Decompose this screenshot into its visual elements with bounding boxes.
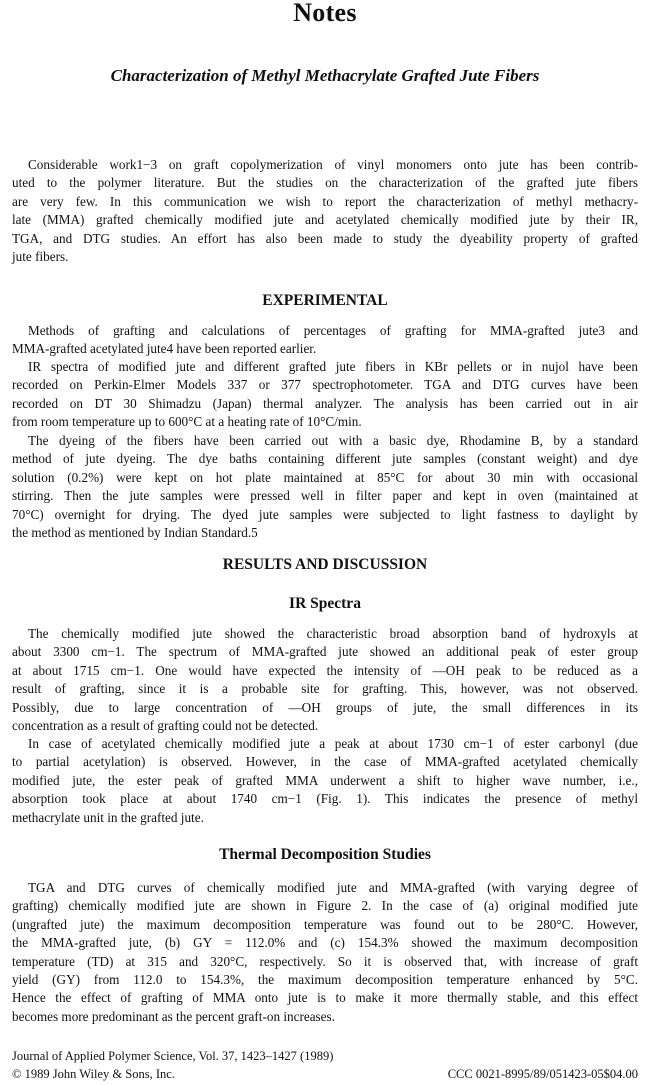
- text-line: late (MMA) grafted chemically modified jute and acetylated chemically modified jute by their IR,: [12, 212, 638, 228]
- text-line: about 3300 cm−1. The spectrum of MMA-grafted jute showed an additional peak of ester group: [12, 644, 638, 660]
- text-line: TGA, and DTG studies. An effort has also been made to study the dyeability property of grafted: [12, 230, 638, 246]
- experimental-paragraph-2: [12, 358, 638, 432]
- thermal-paragraph: [12, 879, 638, 1026]
- experimental-heading: EXPERIMENTAL: [262, 292, 388, 309]
- text-line: uted to the polymer literature. But the studies on the characterization of the grafted jute fibers: [12, 175, 638, 191]
- ir-paragraph-1: [12, 625, 638, 735]
- text-line: (ungrafted jute) the maximum decomposition temperature was found out to be 280°C. However,: [12, 916, 638, 932]
- section-title: Notes: [293, 0, 357, 27]
- article-title: Characterization of Methyl Methacrylate Grafted Jute Fibers: [110, 66, 540, 85]
- text-line: jute fibers.: [12, 249, 69, 265]
- text-line: The chemically modified jute showed the characteristic broad absorption band of hydroxyls at: [28, 626, 638, 641]
- text-line: IR spectra of modified jute and different grafted jute fibers in KBr pellets or in nujol have been: [28, 359, 638, 374]
- results-heading: RESULTS AND DISCUSSION: [222, 556, 428, 573]
- text-line: at about 1715 cm−1. One would have expected the intensity of —OH peak to be reduced as a: [12, 662, 638, 678]
- text-line: TGA and DTG curves of chemically modified jute and MMA-grafted (with varying degree of: [28, 880, 638, 895]
- copyright-notice: © 1989 John Wiley & Sons, Inc.: [12, 1067, 175, 1081]
- text-line: absorption took place at about 1740 cm−1 (Fig. 1). This indicates the presence of methyl: [12, 791, 638, 807]
- ir-paragraph-2: [12, 735, 638, 827]
- text-line: from room temperature up to 600°C at a heating rate of 10°C/min.: [12, 414, 362, 430]
- text-line: MMA-grafted acetylated jute4 have been reported earlier.: [12, 341, 317, 357]
- text-line: concentration as a result of grafting could not be detected.: [12, 718, 319, 734]
- text-line: methacrylate unit in the grafted jute.: [12, 809, 204, 825]
- text-line: the method as mentioned by Indian Standard.5: [12, 525, 258, 541]
- text-line: the MMA-grafted jute, (b) GY = 112.0% and (c) 154.3% showed the maximum decomposition: [12, 935, 638, 951]
- thermal-heading: Thermal Decomposition Studies: [219, 846, 431, 863]
- text-line: Considerable work1−3 on graft copolymerization of vinyl monomers onto jute has been contrib-: [28, 157, 638, 172]
- text-line: temperature (TD) at 315 and 320°C, respectively. So it is observed that, with increase of graft: [12, 953, 638, 969]
- experimental-paragraph-3: [12, 432, 638, 542]
- journal-citation: Journal of Applied Polymer Science, Vol. 37, 1423–1427 (1989): [12, 1049, 334, 1063]
- ccc-code: CCC 0021-8995/89/051423-05$04.00: [447, 1067, 638, 1081]
- text-line: solution (0.2%) were kept on hot plate maintained at 85°C for about 30 min with occasional: [12, 469, 638, 485]
- text-line: Possibly, due to large concentration of —OH groups of jute, the small differences in its: [12, 699, 638, 715]
- text-line: modified jute, the ester peak of grafted MMA underwent a shift to higher wave number, i.e.,: [12, 772, 638, 788]
- ir-spectra-heading: IR Spectra: [289, 595, 361, 612]
- text-line: stirring. Then the jute samples were pressed well in filter paper and kept in oven (maintained at: [12, 488, 638, 504]
- text-line: are very few. In this communication we wish to report the characterization of methyl methacry-: [12, 193, 638, 209]
- experimental-paragraph-1: [12, 322, 638, 359]
- text-line: 70°C) overnight for drying. The dyed jute samples were subjected to light fastness to daylight by: [12, 506, 638, 522]
- text-line: result of grafting, since it is a probable site for grafting. This, however, was not observed.: [12, 681, 638, 697]
- text-line: recorded on DT 30 Shimadzu (Japan) thermal analyzer. The analysis has been carried out in air: [12, 395, 638, 411]
- text-line: Hence the effect of grafting of MMA onto jute is to make it more thermally stable, and this effect: [12, 990, 638, 1006]
- text-line: Methods of grafting and calculations of percentages of grafting for MMA-grafted jute3 and: [28, 323, 638, 338]
- text-line: The dyeing of the fibers have been carried out with a basic dye, Rhodamine B, by a standard: [28, 433, 638, 448]
- text-line: grafting) chemically modified jute are shown in Figure 2. In the case of (a) original modified jute: [12, 898, 638, 914]
- text-line: to partial acetylation) is observed. However, in the case of MMA-grafted acetylated chemically: [12, 754, 638, 770]
- footer-copyright-row: [12, 1066, 638, 1083]
- text-line: In case of acetylated chemically modified jute a peak at about 1730 cm−1 of ester carbonyl (due: [28, 736, 638, 751]
- intro-paragraph: [12, 156, 638, 266]
- text-line: recorded on Perkin-Elmer Models 337 or 377 spectrophotometer. TGA and DTG curves have been: [12, 377, 638, 393]
- text-line: becomes more predominant as the percent graft-on increases.: [12, 1008, 335, 1024]
- text-line: yield (GY) from 112.0 to 154.3%, the maximum decomposition temperature enhanced by 5°C.: [12, 972, 638, 988]
- text-line: method of jute dyeing. The dye baths containing different jute samples (constant weight) and dye: [12, 451, 638, 467]
